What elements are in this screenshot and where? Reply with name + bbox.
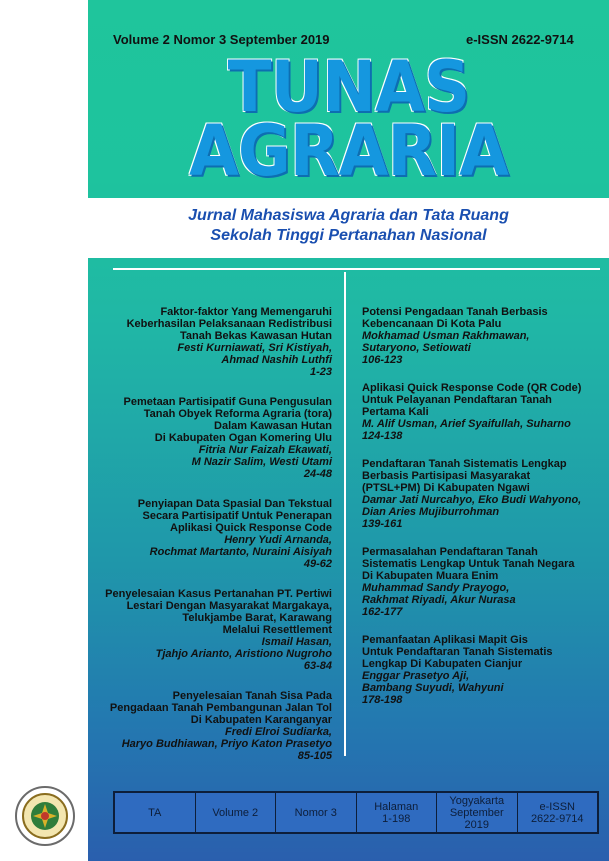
article-title-line: Aplikasi Quick Response Code (QR Code) xyxy=(362,382,582,394)
article-title-line: Di Kabupaten Ogan Komering Ulu xyxy=(154,432,332,444)
article-entry xyxy=(362,458,594,530)
article-authors: Sutaryono, Setiowati xyxy=(362,342,471,354)
article-authors: Haryo Budhiawan, Priyo Katon Prasetyo xyxy=(121,738,332,750)
info-cell-line: September 2019 xyxy=(449,806,504,831)
article-title-line: Di Kabupaten Muara Enim xyxy=(362,570,499,582)
article-title-line: Aplikasi Quick Response Code xyxy=(170,522,332,534)
article-title-line: Tanah Bekas Kawasan Hutan xyxy=(179,330,332,342)
article-title-line: Pemetaan Partisipatif Guna Pengusulan xyxy=(123,396,332,408)
article-pages: 24-48 xyxy=(303,468,332,480)
info-cell-line: Volume 2 xyxy=(212,806,259,819)
info-cell xyxy=(196,793,277,832)
article-pages: 124-138 xyxy=(362,430,403,442)
article-title-line: Penyelesaian Kasus Pertanahan PT. Pertiwi xyxy=(105,588,332,600)
info-cell xyxy=(437,793,518,832)
article-title-line: Melalui Resettlement xyxy=(222,624,332,636)
article-authors: Enggar Prasetyo Aji, xyxy=(362,670,470,682)
article-authors: Fitria Nur Faizah Ekawati, xyxy=(198,444,332,456)
article-authors: Fredi Elroi Sudiarka, xyxy=(225,726,332,738)
article-pages: 106-123 xyxy=(362,354,403,366)
article-authors: Rochmat Martanto, Nuraini Aisiyah xyxy=(149,546,332,558)
article-title-line: Untuk Pelayanan Pendaftaran Tanah xyxy=(362,394,552,406)
article-title-line: Telukjambe Barat, Karawang xyxy=(182,612,332,624)
article-entry xyxy=(100,498,332,570)
article-pages: 85-105 xyxy=(297,750,332,762)
article-title-line: Secara Partisipatif Untuk Penerapan xyxy=(142,510,332,522)
article-authors: M. Alif Usman, Arief Syaifullah, Suharno xyxy=(362,418,571,430)
subtitle-band xyxy=(88,198,609,258)
article-entry xyxy=(362,546,594,618)
article-authors: Festi Kurniawati, Sri Kistiyah, xyxy=(177,342,332,354)
article-title-line: Lengkap Di Kabupaten Cianjur xyxy=(362,658,523,670)
journal-subtitle: Jurnal Mahasiswa Agraria dan Tata Ruang xyxy=(188,207,509,224)
article-title-line: Tanah Obyek Reforma Agraria (tora) xyxy=(143,408,332,420)
info-cell-line: TA xyxy=(148,806,162,819)
contents-right-column xyxy=(362,306,594,722)
contents-left-column xyxy=(100,306,332,780)
article-authors: Henry Yudi Arnanda, xyxy=(224,534,332,546)
eissn-label: e-ISSN 2622-9714 xyxy=(466,32,574,47)
article-title-line: Kebencanaan Di Kota Palu xyxy=(362,318,502,330)
article-pages: 1-23 xyxy=(309,366,332,378)
stpn-emblem-icon xyxy=(14,785,76,847)
article-entry xyxy=(362,382,594,442)
article-title-line: Faktor-faktor Yang Memengaruhi xyxy=(160,306,332,318)
article-entry xyxy=(100,396,332,480)
article-title-line: Permasalahan Pendaftaran Tanah xyxy=(362,546,538,558)
info-cell-line: Halaman xyxy=(374,800,419,813)
left-white-strip xyxy=(0,0,88,861)
info-cell-line: Yogyakarta xyxy=(449,794,505,807)
article-authors: Dian Aries Mujiburrohman xyxy=(362,506,500,518)
article-authors: Ismail Hasan, xyxy=(261,636,332,648)
article-authors: Ahmad Nashih Luthfi xyxy=(221,354,332,366)
vertical-divider xyxy=(344,272,346,756)
info-cell-line: 2622-9714 xyxy=(530,812,584,825)
info-cell xyxy=(276,793,357,832)
article-title-line: Pemanfaatan Aplikasi Mapit Gis xyxy=(362,634,528,646)
article-pages: 49-62 xyxy=(303,558,332,570)
article-title-line: Penyelesaian Tanah Sisa Pada xyxy=(172,690,332,702)
article-title-line: Di Kabupaten Karanganyar xyxy=(190,714,332,726)
article-title-line: Dalam Kawasan Hutan xyxy=(214,420,332,432)
article-authors: Tjahjo Arianto, Aristiono Nugroho xyxy=(155,648,332,660)
info-cell xyxy=(115,793,196,832)
article-authors: Damar Jati Nurcahyo, Eko Budi Wahyono, xyxy=(362,494,582,506)
article-title-line: Untuk Pendaftaran Tanah Sistematis xyxy=(362,646,553,658)
article-authors: M Nazir Salim, Westi Utami xyxy=(191,456,332,468)
article-authors: Bambang Suyudi, Wahyuni xyxy=(362,682,504,694)
article-entry xyxy=(100,690,332,762)
article-title-line: Potensi Pengadaan Tanah Berbasis xyxy=(362,306,548,318)
journal-title-line1: TUNAS xyxy=(227,46,470,128)
article-title-line: Pendaftaran Tanah Sistematis Lengkap xyxy=(362,458,567,470)
info-cell xyxy=(357,793,438,832)
volume-info: Volume 2 Nomor 3 September 2019 xyxy=(113,32,330,47)
article-title-line: (PTSL+PM) Di Kabupaten Ngawi xyxy=(362,482,530,494)
article-title-line: Lestari Dengan Masyarakat Margakaya, xyxy=(126,600,332,612)
article-authors: Rakhmat Riyadi, Akur Nurasa xyxy=(362,594,516,606)
institution-name: Sekolah Tinggi Pertanahan Nasional xyxy=(210,227,487,244)
article-title-line: Keberhasilan Pelaksanaan Redistribusi xyxy=(126,318,332,330)
article-title-line: Berbasis Partisipasi Masyarakat xyxy=(362,470,531,482)
article-entry xyxy=(100,306,332,378)
article-entry xyxy=(362,306,594,366)
issue-info-table xyxy=(113,791,599,834)
horizontal-divider xyxy=(113,268,600,270)
article-title-line: Sistematis Lengkap Untuk Tanah Negara xyxy=(362,558,575,570)
info-cell-line: e-ISSN xyxy=(539,800,575,813)
article-title-line: Pengadaan Tanah Pembangunan Jalan Tol xyxy=(109,702,332,714)
article-pages: 63-84 xyxy=(303,660,332,672)
article-authors: Muhammad Sandy Prayogo, xyxy=(362,582,510,594)
journal-title-line2: AGRARIA xyxy=(188,110,509,192)
article-pages: 162-177 xyxy=(362,606,403,618)
info-cell-line: 1-198 xyxy=(382,812,411,825)
article-pages: 139-161 xyxy=(362,518,403,530)
info-cell xyxy=(518,793,598,832)
article-title-line: Pertama Kali xyxy=(362,406,429,418)
info-cell-line: Nomor 3 xyxy=(294,806,337,819)
article-entry xyxy=(362,634,594,706)
article-authors: Mokhamad Usman Rakhmawan, xyxy=(362,330,530,342)
article-entry xyxy=(100,588,332,672)
article-title-line: Penyiapan Data Spasial Dan Tekstual xyxy=(137,498,332,510)
article-pages: 178-198 xyxy=(362,694,403,706)
